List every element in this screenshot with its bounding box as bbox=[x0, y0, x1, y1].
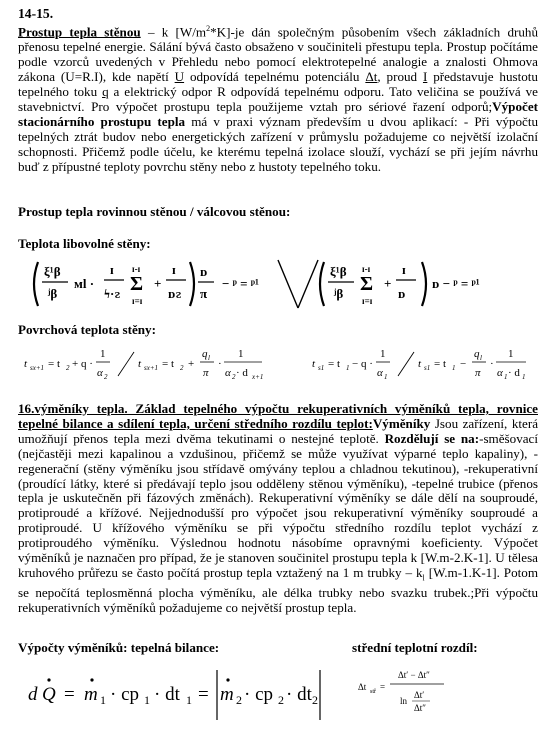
svg-text:ξ¹β: ξ¹β bbox=[330, 264, 347, 279]
svg-text:+: + bbox=[154, 276, 162, 291]
svg-text:− q ·: − q · bbox=[352, 358, 373, 370]
svg-text:t: t bbox=[312, 358, 316, 370]
svg-text:2: 2 bbox=[278, 693, 284, 707]
text-run: a elektrický odpor R odpovídá tepelnému odporu. Tato veličina se používá ve stavebnictví. Pro výpočet prostupu tepla použijeme vztah pro sériové řazení odporů; bbox=[18, 83, 538, 114]
paragraph-heat-transfer bbox=[18, 22, 538, 174]
svg-text:=: = bbox=[380, 682, 386, 692]
mean-label: střední teplotní rozdíl: bbox=[352, 640, 478, 655]
svg-text:Q: Q bbox=[42, 684, 56, 705]
svg-text:sx+1: sx+1 bbox=[30, 364, 45, 372]
svg-text:Σ: Σ bbox=[130, 273, 144, 295]
svg-text:q: q bbox=[202, 348, 208, 360]
symbol-q: q bbox=[102, 83, 109, 99]
svg-text:α: α bbox=[97, 367, 103, 379]
svg-text:1: 1 bbox=[100, 348, 106, 360]
svg-text:ᴅ: ᴅ bbox=[398, 286, 406, 301]
svg-text:· dt: · dt bbox=[154, 684, 180, 705]
svg-text:· d: · d bbox=[508, 367, 520, 379]
svg-text:− ᵖ = ᵖ¹: − ᵖ = ᵖ¹ bbox=[222, 276, 259, 291]
svg-text:ʲβ: ʲβ bbox=[48, 286, 58, 301]
svg-text:= t: = t bbox=[162, 358, 175, 370]
text-run: – k [W/m bbox=[140, 24, 207, 40]
svg-text:1: 1 bbox=[452, 364, 456, 372]
text-run: Jsou zařízení, která umožňují přenos tepla mezi dvěma tekutinami o nestejné teplotě. bbox=[18, 415, 539, 446]
svg-text:t: t bbox=[418, 358, 422, 370]
svg-text:1: 1 bbox=[238, 348, 244, 360]
svg-text:2: 2 bbox=[312, 693, 318, 707]
svg-text:1: 1 bbox=[346, 364, 350, 372]
svg-text:ᴅᴤ: ᴅᴤ bbox=[168, 286, 182, 301]
superscript: 2 bbox=[206, 24, 211, 33]
svg-text:t: t bbox=[138, 358, 142, 370]
svg-text:1: 1 bbox=[380, 348, 386, 360]
svg-text:= t: = t bbox=[328, 358, 341, 370]
svg-text:ϟ·ᴤ: ϟ·ᴤ bbox=[104, 286, 121, 301]
svg-text:α: α bbox=[497, 367, 503, 379]
svg-text:ln: ln bbox=[400, 696, 408, 706]
svg-text:Δt″: Δt″ bbox=[414, 703, 427, 713]
svg-text:π: π bbox=[203, 367, 209, 379]
svg-text:1: 1 bbox=[522, 373, 526, 381]
svg-text:= t: = t bbox=[434, 358, 447, 370]
svg-text:t: t bbox=[24, 358, 28, 370]
svg-text:π: π bbox=[475, 367, 481, 379]
surface-temperature-equations bbox=[20, 340, 540, 386]
svg-text:Δt′ − Δt″: Δt′ − Δt″ bbox=[398, 670, 430, 680]
label-wall-temp: Teplota libovolné stěny: bbox=[18, 236, 151, 251]
svg-text:1: 1 bbox=[186, 693, 192, 707]
svg-text:ɪ=ɪ: ɪ=ɪ bbox=[362, 296, 373, 306]
lmtd-equation bbox=[356, 664, 476, 726]
wall-temperature-equation bbox=[28, 256, 518, 312]
svg-text:·: · bbox=[490, 358, 494, 370]
svg-text:+: + bbox=[188, 358, 195, 370]
svg-text:ɪ: ɪ bbox=[110, 262, 114, 277]
symbol-delta-t: Δt bbox=[365, 69, 378, 85]
svg-text:ɪ: ɪ bbox=[402, 262, 406, 277]
svg-text:ɪ-ɪ: ɪ-ɪ bbox=[132, 264, 141, 274]
svg-text:= t: = t bbox=[48, 358, 61, 370]
svg-text:· dt: · dt bbox=[286, 684, 312, 705]
svg-text:2: 2 bbox=[180, 364, 184, 372]
svg-text:1: 1 bbox=[100, 693, 106, 707]
svg-text:l: l bbox=[208, 354, 210, 362]
section-number: 14-15. bbox=[18, 6, 54, 21]
svg-text:2: 2 bbox=[66, 364, 70, 372]
section-16-title: 16.výměníky tepla. Základ tepelného výpočtu rekuperativních výměníků tepla, rovnice tepelné bilance a sdílení tepla, určení středního rozdílu teplot: bbox=[18, 401, 538, 431]
svg-text:s1: s1 bbox=[424, 364, 431, 372]
svg-text:· cp: · cp bbox=[110, 684, 140, 705]
svg-text:1: 1 bbox=[384, 373, 388, 381]
svg-text:ᴅ − ᵖ = ᵖ¹: ᴅ − ᵖ = ᵖ¹ bbox=[432, 276, 480, 291]
svg-text:q: q bbox=[474, 348, 480, 360]
svg-text:m: m bbox=[220, 684, 234, 705]
svg-text:ɪ: ɪ bbox=[172, 262, 176, 277]
svg-text:sx+1: sx+1 bbox=[144, 364, 159, 372]
svg-text:Δt: Δt bbox=[358, 682, 367, 692]
svg-text:+: + bbox=[384, 276, 392, 291]
svg-text:π: π bbox=[200, 286, 208, 301]
svg-text:1: 1 bbox=[508, 348, 514, 360]
text-run: Rekuperativní výměníky se dále dělí na souproudé, protiproudé a křížové. Nejjednodušší pro výpočet jsou rekuperativní výměníky souproudé a protiproudé. U křížového výměníku se při výpočtu středního rozdílu teplot vychází z protiproudého výměníku. Výslednou hodnotu násobíme opravnými koeficienty. Výpočet výměníků je naznačen pro případ, že je stanoven součinitel prostupu tepla k [W.m-2.K-1]. U tělesa kruhového průřezu se často počítá prostup tepla vztažený na 1 m trubky – k bbox=[18, 490, 538, 580]
svg-text:ɪ=ɪ: ɪ=ɪ bbox=[132, 296, 143, 306]
symbol-u: U bbox=[174, 69, 185, 85]
subheading: Prostup tepla rovinnou stěnou / válcovou stěnou: bbox=[18, 204, 291, 219]
svg-text:· cp: · cp bbox=[244, 684, 274, 705]
svg-text:2: 2 bbox=[232, 373, 236, 381]
svg-text:stř: stř bbox=[370, 689, 376, 695]
svg-text:m: m bbox=[84, 684, 98, 705]
svg-text:ɪ-ɪ: ɪ-ɪ bbox=[362, 264, 371, 274]
svg-text:2: 2 bbox=[104, 373, 108, 381]
text-run: představuje hustotu tepelného toku bbox=[18, 69, 538, 99]
svg-text:α: α bbox=[225, 367, 231, 379]
svg-text:x+1: x+1 bbox=[252, 373, 264, 381]
symbol-i: I bbox=[422, 69, 428, 85]
heat-balance-equation bbox=[22, 662, 322, 726]
svg-text:α: α bbox=[377, 367, 383, 379]
svg-text:· d: · d bbox=[236, 367, 248, 379]
svg-text:·: · bbox=[218, 358, 222, 370]
svg-text:ᴅ: ᴅ bbox=[200, 264, 208, 279]
svg-text:s1: s1 bbox=[318, 364, 325, 372]
svg-text:+ q ·: + q · bbox=[72, 358, 93, 370]
svg-text:−: − bbox=[460, 358, 467, 370]
svg-text:ʲβ: ʲβ bbox=[334, 286, 344, 301]
text-run: -směšovací (nejčastěji mezi kapalinou a vzdušinou, přičemž se může využívat výparné teplo kapaliny), -regenerační (stěny výměníku jsou střídavě omývány teplou a chladnou tekutinou), -rekuperativní (proudící látky, které si předávají teplo jsou odděleny stěnou výměníku), -tepelné trubice (přenos tepla je uskutečněn při fázových změnách). bbox=[18, 430, 538, 506]
svg-text:ξ¹β: ξ¹β bbox=[44, 264, 61, 279]
text-run: [W.m-1.K-1]. Potom se nepočítá teplosměnná plocha výměníku, ale délka trubky nebo svazku trubek.;Při výpočtu rekuperativních výměníků požadujeme co největší prostup tepla. bbox=[18, 564, 538, 616]
svg-text:Σ: Σ bbox=[360, 273, 374, 295]
label-surface-temp: Povrchová teplota stěny: bbox=[18, 322, 156, 337]
svg-text:d: d bbox=[28, 684, 38, 705]
svg-text:l: l bbox=[480, 354, 482, 362]
subscript: l bbox=[422, 573, 425, 583]
text-run: odpovídá tepelnému potenciálu bbox=[184, 69, 366, 85]
bold-phrase: Výměníky bbox=[372, 415, 431, 431]
svg-text:2: 2 bbox=[236, 693, 242, 707]
text-run: *K]-je dán společným působením všech základních druhů přenosu tepelné energie. Sálání bývá často obsaženo v součiniteli přestupu tepla. Prostup počítáme podle vzorců uvedených v Přehledu nebo pomocí elektrotepelné analogie a znalosti Ohmova zákona (U=R.I), kde napětí bbox=[18, 24, 538, 85]
calc-label: Výpočty výměníků: tepelná bilance: bbox=[18, 640, 220, 655]
section-title: Prostup tepla stěnou bbox=[18, 24, 141, 40]
text-run: , proud bbox=[377, 69, 423, 85]
svg-text:ᴍl ·: ᴍl · bbox=[74, 276, 95, 291]
svg-text:=: = bbox=[198, 684, 209, 705]
svg-text:=: = bbox=[64, 684, 75, 705]
svg-text:Δt′: Δt′ bbox=[414, 690, 425, 700]
bold-phrase: Výpočet stacionárního prostupu tepla bbox=[18, 98, 538, 129]
svg-text:1: 1 bbox=[144, 693, 150, 707]
paragraph-heat-exchangers bbox=[18, 402, 538, 616]
bold-label: Rozdělují se na: bbox=[384, 430, 480, 446]
text-run: má v praxi význam především u dvou aplikací: - Při výpočtu tepelných ztrát budov nebo energetických zařízení v průmyslu požadujeme co největší izolační schopnosti. Přičemž podle účelu, ke kterému tepelná izolace slouží, vychází se při jejím návrhu buď z přípustné teploty povrchu stěny nebo z hustoty tepelného toku. bbox=[18, 113, 538, 174]
svg-text:1: 1 bbox=[504, 373, 508, 381]
